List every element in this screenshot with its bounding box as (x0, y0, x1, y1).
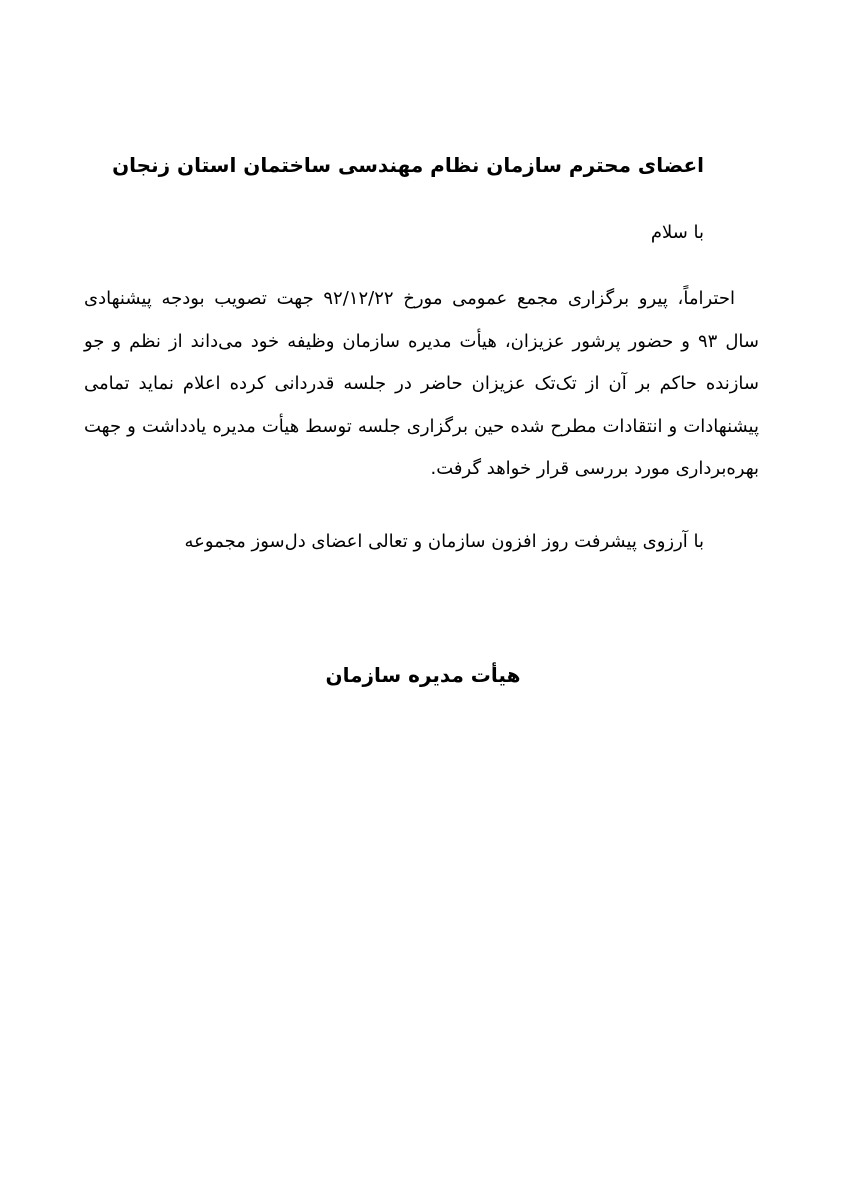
body-line: احتراماً، پیرو برگزاری مجمع عمومی مورخ ۹۲/۱۲/۲۲ جهت تصویب بودجه پیشنهادی (84, 288, 735, 309)
body-line: سازنده حاکم بر آن از تک‌تک عزیزان حاضر در جلسه قدردانی کرده اعلام نماید تمامی (84, 373, 759, 394)
body-line: سال ۹۳ و حضور پرشور عزیزان، هیأت مدیره سازمان وظیفه خود می‌داند از نظم و جو (84, 330, 759, 352)
signature-board: هیأت مدیره سازمان (325, 663, 521, 687)
greeting-text: با سلام (650, 222, 704, 243)
closing-wish: با آرزوی پیشرفت روز افزون سازمان و تعالی اعضای دل‌سوز مجموعه (184, 531, 704, 552)
body-line: بهره‌برداری مورد بررسی قرار خواهد گرفت. (430, 458, 759, 479)
body-line: پیشنهادات و انتقادات مطرح شده حین برگزاری جلسه توسط هیأت مدیره یادداشت و جهت (84, 415, 759, 437)
letter-title: اعضای محترم سازمان نظام مهندسی ساختمان استان زنجان (112, 153, 704, 177)
letter-body (84, 278, 759, 491)
